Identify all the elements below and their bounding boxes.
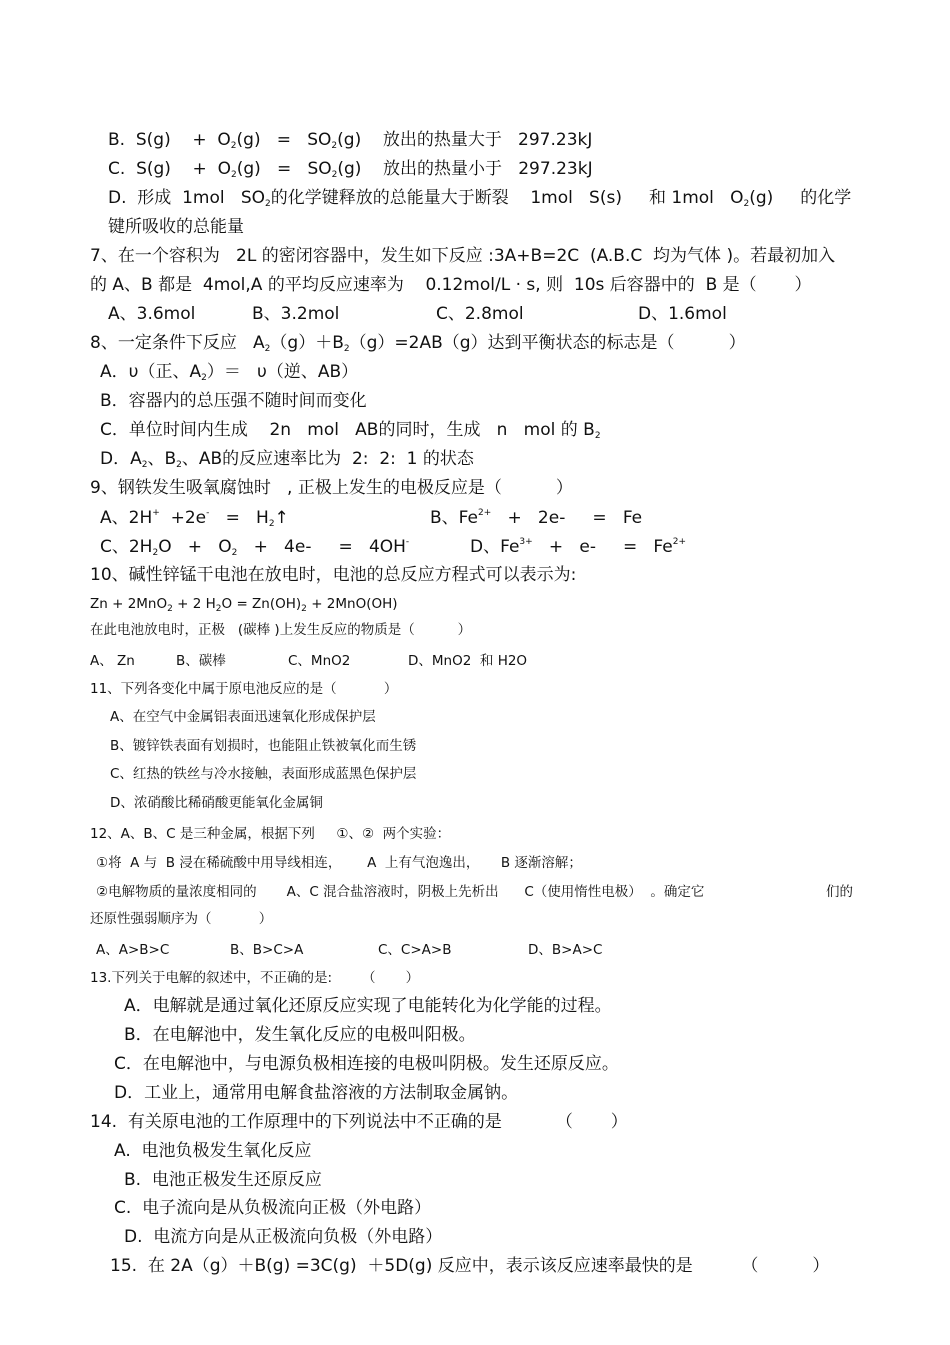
q6-option-d: D. 形成 1mol $SO_2$的化学键释放的总能量大于断裂 1mol S(s) 和 1mol $O_2(g)$ 的化学 [108,188,852,209]
q13-option-b: B．在电解池中，发生氧化反应的电极叫阳极。 [124,1025,476,1045]
q13-option-a: A．电解就是通过氧化还原反应实现了电能转化为化学能的过程。 [124,996,612,1016]
q10-equation: Zn + 2MnO$_2$ + 2 $H_2O = Zn(OH)_2 + 2MnO(OH)$ [90,596,398,614]
q9-option-a: A、$2H^+ +2e^- = H_2↑$ [100,508,289,529]
q12-experiment-1: ①将 A 与 B 浸在稀硫酸中用导线相连， A 上有气泡逸出， B 逐渐溶解； [96,855,582,871]
q15-stem: 15. 在 2A（g）＋B(g) =3C(g) ＋5D(g) 反应中，表示该反应速率最快的是 （ ） [110,1256,830,1276]
q11-option-c: C、红热的铁丝与冷水接触，表面形成蓝黑色保护层 [110,766,417,782]
q8-option-d: D．$A_2$、$B_2$、AB的反应速率比为 2: 2: 1 的状态 [100,449,474,470]
q6-option-b: B. S(g) + $O_2(g) = SO_2(g)$ 放出的热量大于 297.23kJ [108,130,593,151]
q10-stem: 10、碱性锌锰干电池在放电时，电池的总反应方程式可以表示为: [90,565,577,585]
q14-option-d: D. 电流方向是从正极流向负极（外电路） [124,1227,443,1247]
q10-question: 在此电池放电时，正极 (碳棒 )上发生反应的物质是（ ） [90,622,472,638]
q13-option-d: D．工业上，通常用电解食盐溶液的方法制取金属钠。 [114,1083,519,1103]
q12-experiment-2: ②电解物质的量浓度相同的 A、C 混合盐溶液时，阴极上先析出 C（使用惰性电极） 。确定它 [96,884,705,900]
q6-option-d-cont: 键所吸收的总能量 [108,217,244,237]
q8-option-a: A．υ（正、$A_2)= \upsilon$（逆、AB） [100,362,359,383]
q12-experiment-2-end: 们的 [826,884,853,900]
q12-question: 还原性强弱顺序为（ ） [90,911,273,927]
q12-option-b: B、B>C>A [230,942,304,958]
q7-option-b: B、3.2mol [252,304,340,324]
q9-option-b: B、$Fe^{2+} + 2e-$ = Fe [430,508,643,528]
q14-option-a: A. 电池负极发生氧化反应 [114,1141,312,1161]
q13-option-c: C．在电解池中，与电源负极相连接的电极叫阴极。发生还原反应。 [114,1054,619,1074]
q7-option-d: D、1.6mol [638,304,727,324]
q8-option-c: C．单位时间内生成 2n mol AB的同时，生成 n mol 的 $B_2$ [100,420,601,441]
q11-option-b: B、镀锌铁表面有划损时，也能阻止铁被氧化而生锈 [110,738,417,754]
q8-stem: 8、一定条件下反应 $A_2(g)+B_2(g)=2AB(g)$达到平衡状态的标志是（ ） [90,333,746,354]
q10-option-c: C、MnO2 [288,653,351,669]
q11-option-a: A、在空气中金属铝表面迅速氧化形成保护层 [110,709,376,725]
q14-option-c: C. 电子流向是从负极流向正极（外电路） [114,1198,432,1218]
q12-option-c: C、C>A>B [378,942,452,958]
q8-option-b: B．容器内的总压强不随时间而变化 [100,391,367,411]
q7-option-c: C、2.8mol [436,304,524,324]
q7-stem-line2: 的 A、B 都是 4mol,A 的平均反应速率为 0.12mol/L · s, 则 10s 后容器中的 B 是（ ） [90,275,812,295]
q6-option-c: C. S(g) + $O_2(g) = SO_2(g)$ 放出的热量小于 297.23kJ [108,159,593,180]
q10-option-d: D、MnO2 和 H2O [408,653,528,669]
q13-stem: 13.下列关于电解的叙述中，不正确的是: （ ） [90,970,420,986]
q14-stem: 14. 有关原电池的工作原理中的下列说法中不正确的是 （ ） [90,1112,628,1132]
q7-stem-line1: 7、在一个容积为 2L 的密闭容器中，发生如下反应 :3A+B=2C (A.B.C 均为气体 )。若最初加入 [90,246,836,266]
q7-option-a: A、3.6mol [108,304,196,324]
q12-option-d: D、B>A>C [528,942,603,958]
q14-option-b: B. 电池正极发生还原反应 [124,1170,322,1190]
q10-option-b: B、碳棒 [176,653,226,669]
q10-option-a: A、 Zn [90,653,135,669]
q12-option-a: A、A>B>C [96,942,170,958]
q9-option-c: C、$2H_2O + O_2 + 4e-$ = 4OH- [100,537,410,558]
q9-option-d: D、$Fe^{3+} + e-$ = $Fe^{2+}$ [470,537,687,557]
q9-stem: 9、钢铁发生吸氧腐蚀时 , 正极上发生的电极反应是（ ） [90,478,573,498]
q12-stem: 12、A、B、C 是三种金属，根据下列 ①、② 两个实验： [90,826,451,842]
q11-stem: 11、下列各变化中属于原电池反应的是（ ） [90,681,398,697]
q11-option-d: D、浓硝酸比稀硝酸更能氧化金属铜 [110,795,323,811]
